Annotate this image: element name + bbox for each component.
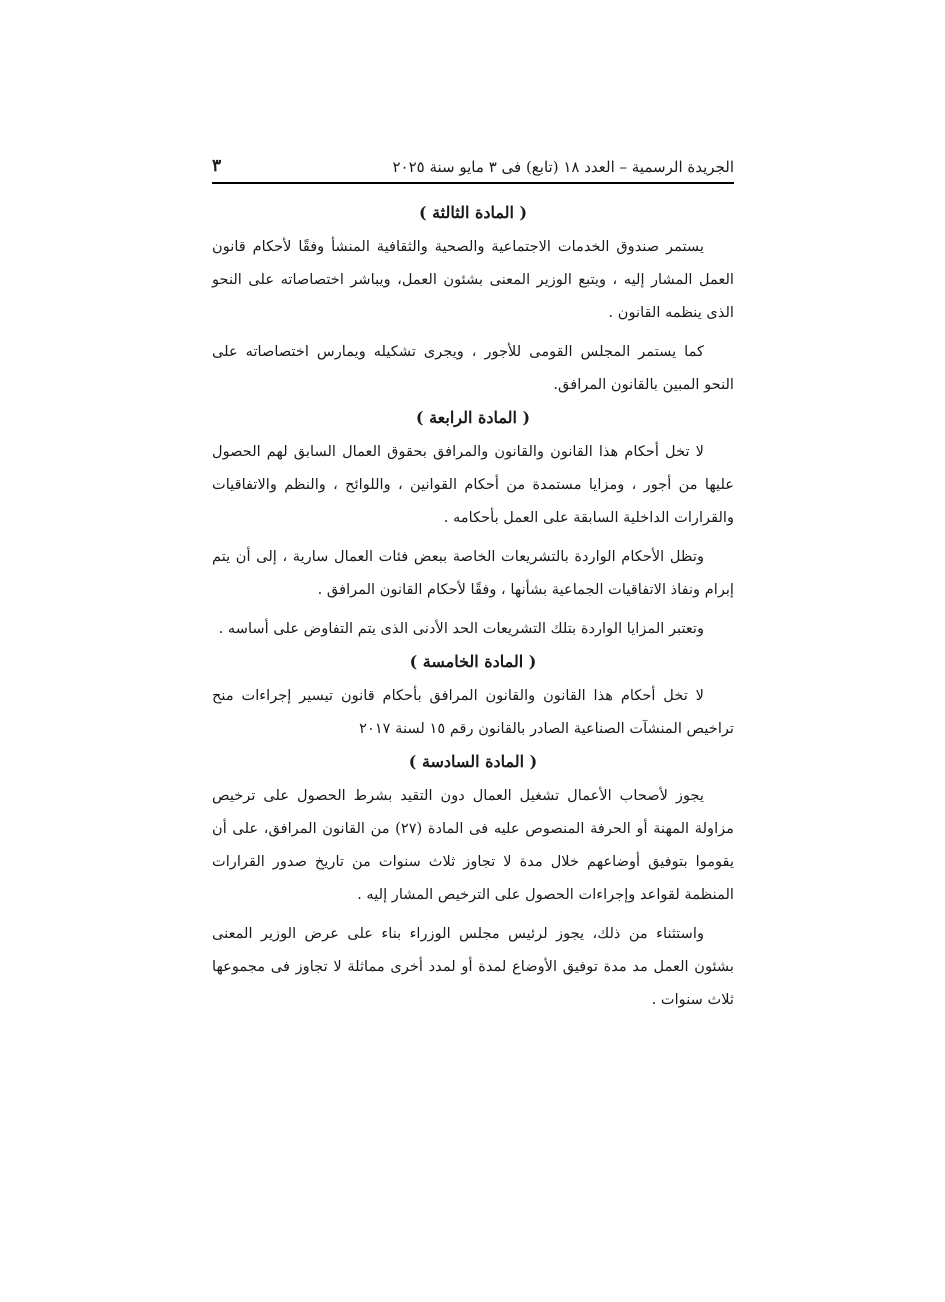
article-3-paragraph-1: يستمر صندوق الخدمات الاجتماعية والصحية والثقافية المنشأ وفقًا لأحكام قانون العمل المشار إليه ، ويتبع الوزير المعنى بشئون العمل، ويباشر اختصاصاته على النحو الذى ينظمه القانون . xyxy=(212,238,734,321)
document-body xyxy=(212,196,734,1016)
article-6-paragraph-2: واستثناء من ذلك، يجوز لرئيس مجلس الوزراء بناء على عرض الوزير المعنى بشئون العمل مد مدة توفيق الأوضاع لمدة أو لمدد أخرى مماثلة لا تجاوز فى مجموعها ثلاث سنوات . xyxy=(212,925,734,1008)
article-3-paragraph-2: كما يستمر المجلس القومى للأجور ، ويجرى تشكيله ويمارس اختصاصاته على النحو المبين بالقانون المرافق. xyxy=(212,343,734,393)
article-5-paragraph-1: لا تخل أحكام هذا القانون والقانون المرافق بأحكام قانون تيسير إجراءات منح تراخيص المنشآت الصناعية الصادر بالقانون رقم ١٥ لسنة ٢٠١٧ xyxy=(212,687,734,737)
article-4-paragraph-2: وتظل الأحكام الواردة بالتشريعات الخاصة ببعض فئات العمال سارية ، إلى أن يتم إبرام ونفاذ الاتفاقيات الجماعية بشأنها ، وفقًا لأحكام القانون المرافق . xyxy=(212,548,734,598)
article-6-heading: ( المادة السادسة ) xyxy=(408,752,538,771)
article-4-paragraph-1: لا تخل أحكام هذا القانون والقانون والمرافق بحقوق العمال السابق لهم الحصول عليها من أجور ، ومزايا مستمدة من أحكام القوانين ، واللوائح ، والنظم والاتفاقيات والقرارات الداخلية السابقة على العمل بأحكامه . xyxy=(212,443,734,526)
article-6-paragraph-1: يجوز لأصحاب الأعمال تشغيل العمال دون التقيد بشرط الحصول على ترخيص مزاولة المهنة أو الحرفة المنصوص عليه فى المادة (٢٧) من القانون المرافق، على أن يقوموا بتوفيق أوضاعهم خلال مدة لا تجاوز ثلاث سنوات من تاريخ صدور القرارات المنظمة لقواعد وإجراءات الحصول على الترخيص المشار إليه . xyxy=(212,787,734,903)
page-header xyxy=(212,146,734,176)
header-rule xyxy=(212,182,734,184)
article-4-paragraph-3: وتعتبر المزايا الواردة بتلك التشريعات الحد الأدنى الذى يتم التفاوض على أساسه . xyxy=(218,620,704,637)
gazette-header-title: الجريدة الرسمية – العدد ١٨ (تابع) فى ٣ مايو سنة ٢٠٢٥ xyxy=(392,158,734,176)
article-3-heading: ( المادة الثالثة ) xyxy=(418,203,528,222)
page-number: ٣ xyxy=(212,156,222,176)
article-5-heading: ( المادة الخامسة ) xyxy=(409,652,537,671)
article-4-heading: ( المادة الرابعة ) xyxy=(415,408,531,427)
